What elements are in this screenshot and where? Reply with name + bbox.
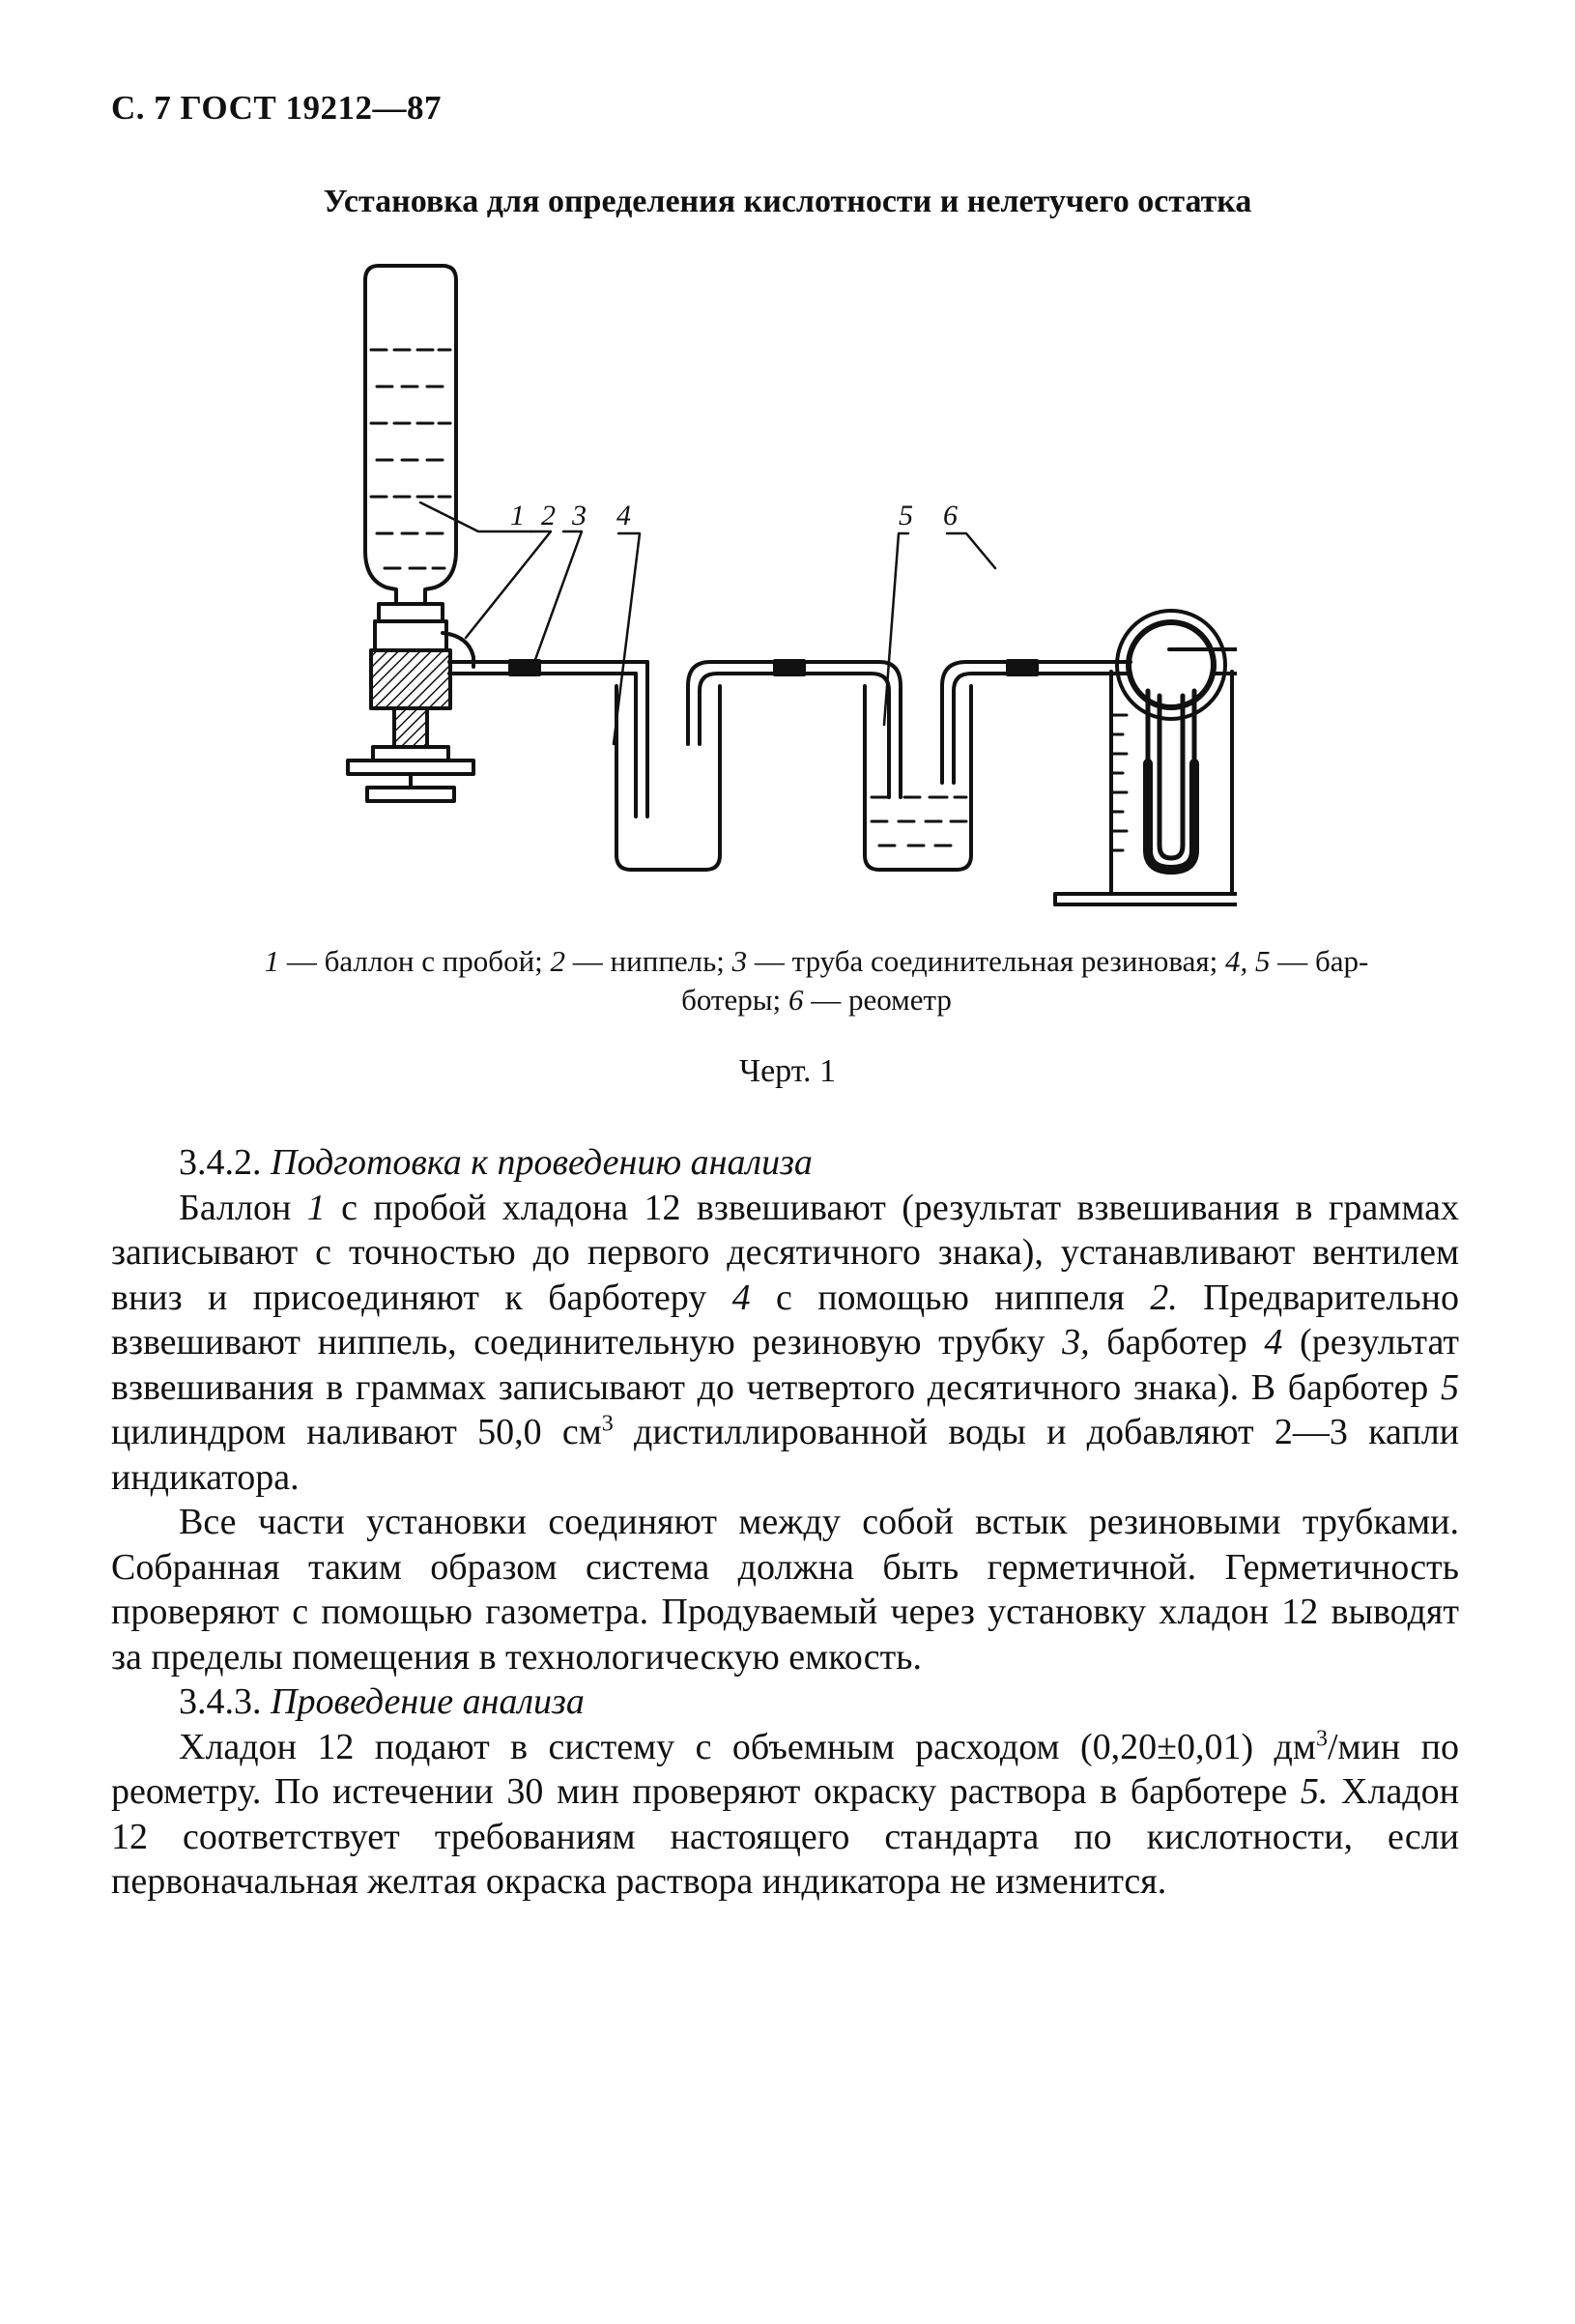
text-run: цилиндром наливают 50,0 см [111, 1412, 602, 1452]
figure-label-4: 4 [616, 500, 631, 531]
sample-cylinder [365, 266, 456, 604]
figure-caption: Черт. 1 [738, 1053, 837, 1089]
text-run: дистиллированной воды и добавляют 2—3 капли индикатора. [111, 1412, 1459, 1498]
figure-label-1: 1 [510, 500, 525, 531]
text-run: /мин по реометру. По истечении 30 мин проверяют окраску раствора в барботере [111, 1726, 1459, 1812]
section-343-heading [111, 1679, 1459, 1725]
ref-number: 3, [1062, 1322, 1090, 1363]
figure-label-5: 5 [899, 500, 913, 531]
legend-num-3: 3 [731, 944, 748, 978]
section-343-paragraph-1 [111, 1725, 1459, 1905]
bubbler-4 [616, 686, 720, 870]
text-run: с помощью ниппеля [750, 1277, 1151, 1318]
section-342-number: 3.4.2. [179, 1142, 271, 1183]
figure-label-6: 6 [943, 500, 958, 531]
legend-text-2: — ниппель; [565, 944, 732, 978]
valve [348, 604, 473, 801]
text-run: Хладон 12 подают в систему с объемным расходом (0,20±0,01) дм [179, 1726, 1316, 1767]
legend-num-6: 6 [788, 983, 804, 1017]
ref-number: 4 [731, 1277, 751, 1318]
text-run: Баллон [179, 1187, 307, 1228]
body-text [111, 1140, 1459, 1905]
text-run: Хладон 12 соответствует требованиям настоящего стандарта по кислотности, если первоначальная желтая окраска раствора индикатора не изменится. [111, 1771, 1459, 1902]
rheometer [1055, 611, 1237, 904]
section-343-number: 3.4.3. [179, 1681, 271, 1722]
legend-text-1: — баллон с пробой; [279, 944, 551, 978]
section-342-heading [111, 1140, 1459, 1186]
superscript: 3 [601, 1411, 614, 1437]
section-342-paragraph-1 [111, 1186, 1459, 1501]
text-run: барботер [1089, 1322, 1265, 1363]
legend-text-45b: ботеры; [681, 983, 788, 1017]
legend-text-45a: — бар- [1270, 944, 1369, 978]
legend-num-45: 4, 5 [1225, 944, 1271, 978]
legend-text-6: — реометр [803, 983, 952, 1017]
text-run: Предварительно взвешивают ниппель, соединительную резиновую трубку [111, 1277, 1459, 1363]
ref-number: 5 [1441, 1366, 1459, 1408]
ref-number: 1 [306, 1187, 326, 1228]
legend-text-3: — труба соединительная резиновая; [747, 944, 1226, 978]
figure-title: Установка для определения кислотности и нелетучего остатка [323, 184, 1252, 219]
figure-label-2: 2 [541, 500, 556, 531]
apparatus-diagram [329, 261, 1237, 918]
text-run: с пробой хладона 12 взвешивают (результат взвешивания в граммах записывают с точностью до первого десятичного знака), устанавливают вентилем вниз и присоединяют к барботеру [111, 1187, 1459, 1318]
ref-number: 5. [1300, 1771, 1329, 1812]
legend-num-2: 2 [550, 944, 566, 978]
figure-label-3: 3 [572, 500, 587, 531]
section-342-paragraph-2: Все части установки соединяют между собой встык резиновыми трубками. Собранная таким образом система должна быть герметичной. Герметичность проверяют с помощью газометра. Продуваемый через установку хладон 12 выводят за пределы помещения в технологическую емкость. [111, 1502, 1459, 1678]
text-run: (результат взвешивания в граммах записывают до четвертого десятичного знака). В барботер [111, 1322, 1459, 1408]
section-343-title: Проведение анализа [271, 1681, 585, 1722]
ref-number: 4 [1264, 1322, 1283, 1363]
superscript: 3 [1315, 1725, 1328, 1751]
ref-number: 2. [1150, 1277, 1178, 1318]
legend-num-1: 1 [264, 944, 280, 978]
figure-legend [164, 942, 1469, 1019]
section-342-title: Подготовка к проведению анализа [271, 1142, 813, 1183]
page-header: С. 7 ГОСТ 19212—87 [111, 89, 442, 127]
